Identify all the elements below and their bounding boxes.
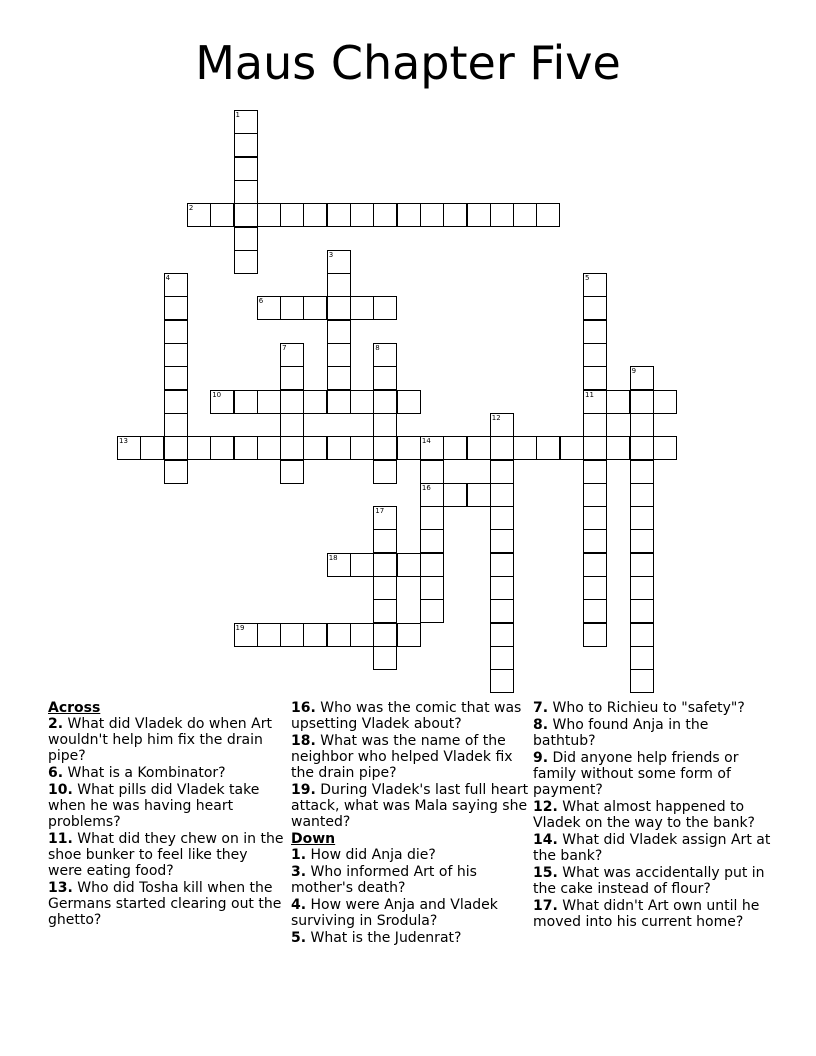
clue-number: 13.	[48, 880, 73, 896]
grid-cell[interactable]	[606, 390, 630, 414]
clue-item	[48, 831, 286, 879]
clue-item	[533, 717, 771, 749]
grid-cell[interactable]	[280, 436, 304, 460]
grid-cell[interactable]	[257, 390, 281, 414]
clue-text: Did anyone help friends or family without some form of payment?	[533, 750, 739, 798]
grid-cell[interactable]	[397, 623, 421, 647]
grid-cell[interactable]	[280, 296, 304, 320]
grid-cell[interactable]	[490, 529, 514, 553]
clue-item	[533, 750, 771, 798]
grid-cell[interactable]	[630, 460, 654, 484]
clue-number-label: 6	[258, 297, 264, 306]
clue-column-2	[291, 700, 529, 947]
grid-cell[interactable]	[630, 390, 654, 414]
clue-item	[48, 880, 286, 928]
clue-number-label: 1	[235, 111, 240, 119]
clue-number: 17.	[533, 898, 558, 914]
grid-cell[interactable]	[373, 529, 397, 553]
grid-cell[interactable]	[234, 227, 258, 251]
clue-text: Who to Richieu to "safety"?	[552, 700, 745, 716]
grid-cell[interactable]	[164, 460, 188, 484]
grid-cell[interactable]	[234, 180, 258, 204]
grid-cell[interactable]	[583, 599, 607, 623]
clue-number: 16.	[291, 700, 316, 716]
grid-cell[interactable]	[257, 623, 281, 647]
grid-cell[interactable]	[327, 273, 351, 297]
grid-cell[interactable]	[653, 390, 677, 414]
grid-cell[interactable]	[373, 599, 397, 623]
grid-cell[interactable]	[280, 390, 304, 414]
clue-item	[533, 832, 771, 864]
grid-cell[interactable]	[327, 296, 351, 320]
grid-cell[interactable]	[630, 436, 654, 460]
grid-cell[interactable]	[234, 250, 258, 274]
clue-item	[291, 864, 529, 896]
grid-cell[interactable]	[490, 646, 514, 670]
grid-cell[interactable]	[630, 553, 654, 577]
grid-cell[interactable]	[280, 366, 304, 390]
grid-cell[interactable]	[303, 296, 327, 320]
clue-number: 7.	[533, 700, 549, 716]
grid-cell[interactable]	[490, 460, 514, 484]
clue-number-label: 9	[631, 367, 637, 376]
clue-number-label: 18	[328, 553, 338, 562]
clue-number: 4.	[291, 897, 307, 913]
grid-cell[interactable]	[630, 646, 654, 670]
grid-cell[interactable]	[420, 599, 444, 623]
grid-cell[interactable]	[350, 296, 374, 320]
grid-cell[interactable]	[490, 483, 514, 507]
grid-cell[interactable]	[164, 413, 188, 437]
grid-cell[interactable]	[583, 343, 607, 367]
grid-cell[interactable]	[373, 623, 397, 647]
clue-item	[533, 700, 771, 716]
clue-item	[533, 865, 771, 897]
grid-cell[interactable]	[583, 576, 607, 600]
grid-cell[interactable]	[234, 390, 258, 414]
grid-cell[interactable]	[653, 436, 677, 460]
clue-number-label: 12	[491, 413, 501, 422]
grid-cell[interactable]	[560, 436, 584, 460]
grid-cell[interactable]	[583, 366, 607, 390]
grid-cell[interactable]	[397, 390, 421, 414]
grid-cell[interactable]	[583, 436, 607, 460]
grid-cell[interactable]	[303, 390, 327, 414]
grid-cell[interactable]	[583, 460, 607, 484]
grid-cell[interactable]	[467, 203, 491, 227]
grid-cell[interactable]	[280, 413, 304, 437]
grid-cell[interactable]	[327, 320, 351, 344]
clue-number: 11.	[48, 831, 73, 847]
grid-cell[interactable]	[234, 436, 258, 460]
clue-text: Who did Tosha kill when the Germans started clearing out the ghetto?	[48, 880, 282, 928]
grid-cell[interactable]	[490, 553, 514, 577]
grid-cell[interactable]	[583, 529, 607, 553]
clue-number-label: 13	[119, 437, 128, 446]
clue-number-label: 3	[328, 250, 334, 259]
grid-cell[interactable]	[420, 203, 444, 227]
clue-number-label: 10	[212, 390, 222, 399]
grid-cell[interactable]	[164, 320, 188, 344]
clue-item	[291, 700, 529, 732]
grid-cell[interactable]	[490, 506, 514, 530]
grid-cell[interactable]	[583, 296, 607, 320]
grid-cell[interactable]	[630, 669, 654, 693]
grid-cell[interactable]	[583, 413, 607, 437]
clue-heading-down: Down	[291, 831, 336, 847]
clue-text: What almost happened to Vladek on the way to the bank?	[533, 799, 755, 831]
grid-cell[interactable]	[490, 623, 514, 647]
clue-item	[533, 898, 771, 930]
clue-number: 5.	[291, 930, 307, 946]
grid-cell[interactable]	[373, 646, 397, 670]
clue-item	[291, 733, 529, 781]
clue-number-label: 5	[585, 274, 590, 283]
grid-cell[interactable]	[350, 436, 374, 460]
clue-number: 1.	[291, 847, 307, 863]
grid-cell[interactable]	[490, 203, 514, 227]
clue-number: 9.	[533, 750, 549, 766]
grid-cell[interactable]	[583, 320, 607, 344]
grid-cell[interactable]	[164, 296, 188, 320]
clue-number: 18.	[291, 733, 316, 749]
grid-cell[interactable]	[397, 553, 421, 577]
grid-cell[interactable]	[630, 413, 654, 437]
grid-cell[interactable]	[373, 296, 397, 320]
grid-cell[interactable]	[164, 343, 188, 367]
grid-cell[interactable]	[280, 460, 304, 484]
grid-cell[interactable]	[513, 436, 537, 460]
grid-cell[interactable]	[164, 390, 188, 414]
grid-cell[interactable]	[373, 460, 397, 484]
clue-number: 15.	[533, 865, 558, 881]
grid-cell[interactable]	[327, 436, 351, 460]
clue-text: How were Anja and Vladek surviving in Srodula?	[291, 897, 498, 929]
grid-cell[interactable]	[420, 529, 444, 553]
grid-cell[interactable]	[327, 366, 351, 390]
clue-text: Who was the comic that was upsetting Vladek about?	[291, 700, 522, 732]
clue-text: What is the Judenrat?	[310, 930, 462, 946]
clue-number: 14.	[533, 832, 558, 848]
clue-text: What did Vladek assign Art at the bank?	[533, 832, 771, 864]
clue-text: What did Vladek do when Art wouldn't help him fix the drain pipe?	[48, 716, 272, 764]
grid-cell[interactable]	[583, 553, 607, 577]
clue-number-label: 16	[421, 483, 431, 492]
clue-item	[48, 716, 286, 764]
clue-number: 12.	[533, 799, 558, 815]
grid-cell[interactable]	[373, 366, 397, 390]
grid-cell[interactable]	[327, 343, 351, 367]
clue-number: 19.	[291, 782, 316, 798]
clue-text: Who found Anja in the bathtub?	[533, 717, 709, 749]
clue-item	[48, 782, 286, 830]
grid-cell[interactable]	[420, 506, 444, 530]
clue-number-label: 11	[585, 390, 594, 399]
grid-cell[interactable]	[443, 436, 467, 460]
grid-cell[interactable]	[513, 203, 537, 227]
grid-cell[interactable]	[373, 553, 397, 577]
grid-cell[interactable]	[373, 390, 397, 414]
grid-cell[interactable]	[140, 436, 164, 460]
grid-cell[interactable]	[210, 203, 234, 227]
grid-cell[interactable]	[630, 576, 654, 600]
grid-cell[interactable]	[303, 203, 327, 227]
clue-number: 10.	[48, 782, 73, 798]
clue-text: Who informed Art of his mother's death?	[291, 864, 477, 896]
clue-number: 3.	[291, 864, 307, 880]
grid-cell[interactable]	[536, 436, 560, 460]
grid-cell[interactable]	[490, 576, 514, 600]
grid-cell[interactable]	[303, 436, 327, 460]
grid-cell[interactable]	[303, 623, 327, 647]
clue-text: During Vladek's last full heart attack, what was Mala saying she wanted?	[291, 782, 529, 830]
clue-column-1	[48, 700, 286, 929]
grid-cell[interactable]	[280, 623, 304, 647]
grid-cell[interactable]	[536, 203, 560, 227]
grid-cell[interactable]	[443, 483, 467, 507]
clue-item	[291, 782, 529, 830]
grid-cell[interactable]	[350, 553, 374, 577]
grid-cell[interactable]	[187, 436, 211, 460]
clue-item	[291, 897, 529, 929]
grid-cell[interactable]	[280, 203, 304, 227]
clue-number-label: 2	[188, 204, 194, 213]
clue-text: What was accidentally put in the cake instead of flour?	[533, 865, 765, 897]
grid-cell[interactable]	[467, 483, 491, 507]
grid-cell[interactable]	[257, 203, 281, 227]
grid-cell[interactable]	[490, 599, 514, 623]
clue-column-3	[533, 700, 771, 931]
grid-cell[interactable]	[257, 436, 281, 460]
grid-cell[interactable]	[606, 436, 630, 460]
clue-number-label: 4	[165, 274, 171, 283]
grid-cell[interactable]	[630, 599, 654, 623]
grid-cell[interactable]	[630, 506, 654, 530]
clue-number: 8.	[533, 717, 549, 733]
grid-cell[interactable]	[420, 576, 444, 600]
grid-cell[interactable]	[490, 669, 514, 693]
clue-item	[291, 847, 529, 863]
grid-cell[interactable]	[583, 483, 607, 507]
clue-number-label: 17	[375, 507, 385, 516]
clue-text: What did they chew on in the shoe bunker to feel like they were eating food?	[48, 831, 284, 879]
grid-cell[interactable]	[327, 623, 351, 647]
clue-number: 2.	[48, 716, 64, 732]
clue-heading-across: Across	[48, 700, 101, 716]
grid-cell[interactable]	[350, 623, 374, 647]
clue-text: What pills did Vladek take when he was having heart problems?	[48, 782, 260, 830]
puzzle-title: Maus Chapter Five	[195, 36, 621, 90]
clue-item	[533, 799, 771, 831]
grid-cell[interactable]	[373, 203, 397, 227]
grid-cell[interactable]	[630, 529, 654, 553]
grid-cell[interactable]	[210, 436, 234, 460]
clue-item	[48, 765, 286, 781]
grid-cell[interactable]	[350, 203, 374, 227]
grid-cell[interactable]	[234, 157, 258, 181]
clue-text: How did Anja die?	[310, 847, 436, 863]
clue-text: What was the name of the neighbor who helped Vladek fix the drain pipe?	[291, 733, 513, 781]
grid-cell[interactable]	[397, 436, 421, 460]
grid-cell[interactable]	[373, 413, 397, 437]
grid-cell[interactable]	[583, 506, 607, 530]
clue-item	[291, 930, 529, 946]
grid-cell[interactable]	[397, 203, 421, 227]
grid-cell[interactable]	[630, 623, 654, 647]
clue-text: What is a Kombinator?	[67, 765, 226, 781]
grid-cell[interactable]	[164, 436, 188, 460]
grid-cell[interactable]	[234, 133, 258, 157]
clue-number-label: 19	[235, 623, 245, 632]
grid-cell[interactable]	[443, 203, 467, 227]
grid-cell[interactable]	[490, 436, 514, 460]
grid-cell[interactable]	[327, 390, 351, 414]
grid-cell[interactable]	[373, 576, 397, 600]
grid-cell[interactable]	[234, 203, 258, 227]
grid-cell[interactable]	[583, 623, 607, 647]
grid-cell[interactable]	[630, 483, 654, 507]
grid-cell[interactable]	[327, 203, 351, 227]
clue-number-label: 8	[375, 344, 380, 352]
clue-text: What didn't Art own until he moved into his current home?	[533, 898, 760, 930]
grid-cell[interactable]	[350, 390, 374, 414]
grid-cell[interactable]	[373, 436, 397, 460]
clue-number: 6.	[48, 765, 64, 781]
clue-number-label: 7	[282, 344, 287, 352]
clue-number-label: 14	[421, 437, 431, 446]
grid-cell[interactable]	[164, 366, 188, 390]
grid-cell[interactable]	[420, 460, 444, 484]
grid-cell[interactable]	[467, 436, 491, 460]
grid-cell[interactable]	[420, 553, 444, 577]
